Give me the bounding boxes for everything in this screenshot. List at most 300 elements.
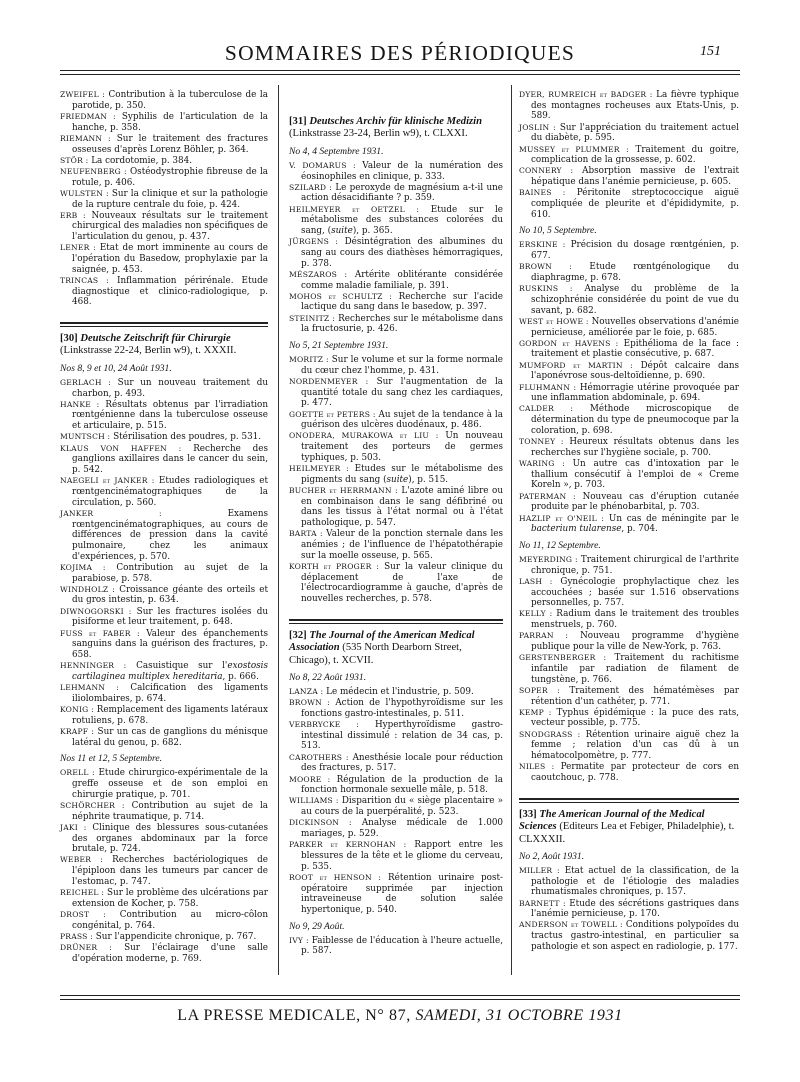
bibliography-entry (60, 134, 268, 155)
entry-list (60, 90, 268, 308)
bibliography-entry (289, 410, 503, 431)
entry-italic: suite (331, 226, 353, 237)
entry-text: Absorption massive de l'extrait hépatique dans l'anémie pernicieuse, p. 605. (531, 166, 739, 188)
entry-text: Etude sur le métabolisme des substances colorées du sang, ( (301, 204, 503, 237)
entry-text: Nouveau cas d'éruption cutanée produite par le phénobarbital, p. 703. (531, 491, 740, 513)
entry-text: Epithélioma de la face : traitement et plastie consécutive, p. 687. (531, 338, 739, 360)
journal-title: The American Journal of the Medical Sciences (519, 808, 705, 833)
bibliography-entry (60, 444, 268, 476)
journal-number: [33] (519, 808, 537, 820)
bibliography-entry (60, 727, 268, 748)
entry-text: Contribution au sujet de la néphrite traumatique, p. 714. (72, 800, 268, 822)
entry-author: KONIG : (60, 704, 94, 714)
bibliography-entry (519, 339, 739, 360)
header-rule-bottom (60, 74, 740, 75)
bibliography-entry (60, 90, 268, 111)
footer-date: SAMEDI, 31 OCTOBRE 1931 (415, 1007, 623, 1024)
bibliography-entry (60, 607, 268, 628)
footer-rule-bottom (60, 999, 740, 1000)
entry-text: Etudes sur le métabolisme des pigments du sang ( (301, 464, 504, 485)
bibliography-entry (289, 775, 503, 796)
section-separator (519, 798, 739, 800)
entry-list (519, 866, 739, 953)
entry-author: CALDER : (519, 404, 574, 414)
entry-text: Méthode microscopique de détermination du type de pneumocoque par la coloration, p. 698. (531, 404, 739, 436)
section-separator-thin (519, 802, 739, 803)
entry-text: Rétention urinaire post-opératoire supprimée par injection intraveineuse de solution salée hypertonique, p. 540. (301, 872, 503, 916)
entry-text: Hémorragie utérine provoquée par une inflammation abdominale, p. 694. (531, 382, 739, 404)
entry-text: Rapport entre les blessures de la tête et le gliome du cerveau, p. 535. (301, 840, 504, 872)
column-divider-left (278, 85, 279, 975)
entry-author: MUSSEY et PLUMMER : (519, 144, 629, 154)
entry-text: Sur la valeur clinique du déplacement de l'axe de l'électrocardiogramme à gauche, d'après de nouvelles recherches, p. 578. (301, 561, 504, 605)
bibliography-entry (60, 683, 268, 704)
entry-text: Etude rœntgénologique du diaphragme, p. 678. (531, 262, 739, 284)
entry-author: BARTA : (289, 529, 323, 539)
entry-text-tail: ), p. 365. (352, 226, 393, 237)
entry-author: SZILARD : (289, 182, 333, 192)
bibliography-entry (519, 240, 739, 261)
entry-text: Résultats obtenus par l'irradiation rœntgénienne dans la tuberculose osseuse et articulaire, p. 515. (72, 399, 269, 432)
entry-author: BAINES : (519, 188, 566, 198)
entry-author: WARING : (519, 459, 565, 468)
entry-author: BUCHER et HERRMANN : (289, 486, 398, 495)
entry-text: Sur un nouveau traitement du charbon, p. 493. (72, 377, 268, 399)
journal-details: (Linkstrasse 23-24, Berlin w9), t. CLXXI. (289, 128, 468, 140)
entry-author: CAROTHERS : (289, 752, 349, 762)
entry-text: Précision du dosage rœntgénien, p. 677. (531, 240, 739, 262)
entry-author: JANKER : (60, 508, 162, 518)
entry-list (60, 768, 268, 964)
entry-text: Nouveaux résultats sur le traitement chirurgical des maladies non spécifiques de l'articulation du genou, p. 437. (72, 210, 268, 243)
entry-text: Désintégration des albumines du sang au cours des diathèses hémorragiques, p. 378. (301, 237, 504, 269)
bibliography-entry (60, 509, 268, 563)
entry-author: HEILMEYER et OETZEL : (289, 204, 420, 214)
bibliography-entry (60, 563, 268, 584)
entry-text: Etude des sécrétions gastriques dans l'anémie pernicieuse, p. 170. (531, 898, 740, 920)
entry-author: KEMP : (519, 707, 552, 717)
entry-author: TRINCAS : (60, 275, 109, 285)
issue-heading: Nos 8, 9 et 10, 24 Août 1931. (60, 362, 172, 374)
bibliography-entry (289, 486, 503, 529)
bibliography-entry (519, 188, 739, 220)
entry-author: GORDON et HAVENS : (519, 338, 619, 348)
entry-author: BROWN : (289, 698, 330, 708)
entry-list (60, 378, 268, 748)
entry-author: JOSLIN : (519, 122, 556, 132)
entry-text: Gynécologie prophylactique chez les accouchées ; basée sur 1.516 observations personnelles, p. 757. (531, 576, 739, 609)
entry-list (519, 90, 739, 220)
issue-heading: No 11, 12 Septembre. (519, 539, 601, 551)
entry-text: Sur le volume et sur la forme normale du cœur chez l'homme, p. 431. (301, 355, 504, 376)
entry-text: Stérilisation des poudres, p. 531. (113, 432, 262, 443)
bibliography-entry (289, 431, 503, 463)
entry-text: Sur l'appréciation du traitement actuel du diabète, p. 595. (531, 122, 739, 144)
entry-list (289, 687, 503, 916)
entry-author: KOJIMA : (60, 562, 106, 572)
entry-author: RIEMANN : (60, 133, 111, 143)
bibliography-entry (60, 167, 268, 188)
journal-heading (289, 630, 503, 667)
entry-text: Un autre cas d'intoxation par le thallium consécutif à l'emploi de « Creme Koreln », p. 703. (531, 459, 739, 491)
bibliography-entry (60, 276, 268, 308)
issue-heading: No 2, Août 1931. (519, 850, 585, 862)
entry-text: Inflammation périrénale. Etude diagnostique et clinico-radiologique, p. 468. (72, 275, 268, 308)
entry-text: Traitement des hématémèses par rétention d'un cathéter, p. 771. (531, 685, 739, 707)
bibliography-entry (60, 400, 268, 432)
journal-title: The Journal of the American Medical Association (289, 629, 475, 654)
entry-author: V. DOMARUS : (289, 160, 356, 170)
bibliography-entry (60, 585, 268, 606)
entry-text: Analyse du problème de la schizophrénie considérée du point de vue du savant, p. 682. (531, 284, 739, 316)
bibliography-entry (519, 866, 739, 898)
entry-author: PARKER et KERNOHAN : (289, 840, 407, 850)
entry-text: Disparition du « siège placentaire » au cours de la puerpéralité, p. 523. (301, 796, 503, 818)
entry-text: Recherches sur le métabolisme dans la fructosurie, p. 426. (301, 313, 503, 335)
bibliography-entry (289, 818, 503, 839)
bibliography-entry (519, 492, 739, 513)
bibliography-entry (519, 459, 739, 491)
bibliography-entry (60, 378, 268, 399)
bibliography-entry (60, 211, 268, 243)
entry-author: ANDERSON et TOWELL : (519, 920, 623, 930)
journal-heading (289, 116, 503, 141)
footer-publication: LA PRESSE MEDICALE, N° 87, (177, 1007, 411, 1024)
entry-author: STEINITZ : (289, 313, 336, 323)
bibliography-entry (519, 284, 739, 316)
entry-author: DROST : (60, 909, 106, 919)
entry-text: Un nouveau traitement des porteurs de germes typhiques, p. 503. (301, 431, 504, 463)
issue-heading: No 8, 22 Août 1931. (289, 671, 367, 683)
issue-heading: No 5, 21 Septembre 1931. (289, 340, 389, 352)
entry-list (289, 355, 503, 605)
entry-author: MEYERDING : (519, 554, 578, 564)
journal-heading (519, 809, 739, 846)
entry-list (289, 936, 503, 957)
entry-text: Régulation de la production de la fonction hormonale sexuelle mâle, p. 518. (301, 774, 503, 796)
bibliography-entry (289, 464, 503, 485)
bibliography-entry (519, 577, 739, 609)
section-separator (60, 322, 268, 324)
entry-author: DICKINSON : (289, 818, 352, 828)
entry-author: LEHMANN : (60, 683, 120, 693)
entry-author: KELLY : (519, 609, 553, 619)
entry-author: ROOT et HENSON : (289, 872, 382, 882)
entry-author: STÖR : (60, 155, 89, 165)
entry-text: Analyse médicale de 1.000 mariages, p. 529. (301, 818, 504, 840)
running-head (0, 40, 800, 68)
section-separator-thin (60, 326, 268, 327)
bibliography-entry (60, 932, 268, 943)
journal-details: (Editeurs Lea et Febiger, Philadelphie), t. CLXXXII. (519, 821, 735, 845)
entry-text: Sur un cas de ganglions du ménisque latéral du genou, p. 682. (72, 726, 268, 748)
bibliography-entry (60, 476, 268, 508)
entry-author: GERLACH : (60, 377, 111, 387)
bibliography-entry (519, 404, 739, 436)
entry-author: ORELL : (60, 768, 95, 778)
entry-author: RUSKINS : (519, 284, 573, 294)
bibliography-entry (519, 145, 739, 166)
entry-italic: exostosis cartilaginea multiplex hereditaria (72, 661, 269, 682)
entry-author: MÉSZAROS : (289, 269, 348, 279)
bibliography-entry (289, 840, 503, 872)
bibliography-entry (519, 123, 739, 144)
entry-text: Sur la clinique et sur la pathologie de la rupture centrale du foie, p. 424. (72, 188, 268, 210)
entry-author: JAKI : (60, 822, 87, 832)
entry-author: HAZLIP et O'NEIL : (519, 513, 605, 523)
section-separator-thin (289, 623, 503, 624)
entry-text: Nouveau programme d'hygiène publique pour la ville de New-York, p. 763. (531, 631, 739, 653)
entry-text: Etat de mort imminente au cours de l'opération du Basedow, prophylaxie par la saignée, p. 453. (72, 243, 268, 275)
entry-text: Clinique des blessures sous-cutanées des organes abdominaux par la force brutale, p. 724. (72, 822, 268, 855)
entry-text: Traitement du goitre, complication de la grossesse, p. 602. (531, 144, 739, 166)
bibliography-entry (519, 730, 739, 762)
bibliography-entry (60, 189, 268, 210)
entry-text: Anesthésie locale pour réduction des fractures, p. 517. (301, 752, 503, 774)
entry-text-tail: , p. 704. (621, 524, 658, 535)
entry-text: Calcification des ligaments iliolombaires, p. 674. (72, 683, 269, 704)
entry-text: Le peroxyde de magnésium a-t-il une action désacidifiante ? p. 359. (301, 182, 503, 204)
bibliography-entry (519, 686, 739, 707)
entry-text-tail: , p. 666. (222, 671, 259, 682)
entry-text: Rétention urinaire aiguë chez la femme ; relation d'un cas dû à un hématocolpomètre, p. 777. (531, 729, 739, 762)
entry-author: DYER, RUMREICH et BADGER : (519, 90, 653, 99)
entry-italic: suite (386, 474, 409, 485)
bibliography-entry (60, 888, 268, 909)
entry-author: ZWEIFEL : (60, 90, 105, 99)
bibliography-entry (60, 943, 268, 964)
bibliography-entry (60, 801, 268, 822)
entry-text: Traitement du rachitisme infantile par radiation de filament de tungstène, p. 766. (531, 653, 739, 685)
entry-author: BROWN : (519, 262, 572, 272)
column-divider-right (511, 85, 512, 975)
bibliography-entry (519, 262, 739, 283)
entry-author: NILES : (519, 762, 555, 772)
entry-text: Typhus épidémique : la puce des rats, vecteur possible, p. 775. (531, 707, 740, 729)
entry-author: NORDENMEYER : (289, 376, 369, 386)
entry-author: REICHEL : (60, 888, 105, 898)
entry-text: Sur l'appendicite chronique, p. 767. (95, 931, 257, 942)
bibliography-entry (60, 910, 268, 931)
journal-number: [32] (289, 629, 307, 641)
bibliography-entry (519, 920, 739, 952)
entry-author: FLUHMANN : (519, 382, 577, 392)
entry-text: L'azote aminé libre ou en combinaison dans le sang défibriné ou dans les tissus à l'état normal ou à l'état pathologique, p. 547. (301, 486, 504, 529)
entry-author: KLAUS VON HAFFEN : (60, 443, 182, 453)
entry-text: Sur le traitement des fractures osseuses d'après Lorenz Böhler, p. 364. (72, 133, 269, 155)
entry-italic: bacterium tularense (531, 524, 622, 535)
column-1 (60, 90, 268, 965)
entry-author: SNODGRASS : (519, 729, 581, 739)
entry-text: Le médecin et l'industrie, p. 509. (326, 686, 474, 697)
entry-text: Nouvelles observations d'anémie pernicieuse, améliorée par le foie, p. 685. (531, 316, 740, 338)
entry-text: Artérite oblitérante considérée comme maladie familiale, p. 391. (301, 269, 503, 291)
entry-author: WEBER : (60, 855, 103, 865)
page-number: 151 (700, 44, 721, 59)
entry-text: Action de l'hypothyroïdisme sur les fonctions gastro-intestinales, p. 511. (301, 698, 503, 719)
bibliography-entry (519, 437, 739, 458)
bibliography-entry (289, 687, 503, 698)
entry-text: Contribution au micro-côlon congénital, p. 764. (72, 909, 268, 931)
entry-author: PATERMAN : (519, 491, 576, 501)
entry-author: NAEGELI et JANKER : (60, 476, 155, 486)
entry-text: Faiblesse de l'éducation à l'heure actuelle, p. 587. (301, 935, 503, 957)
entry-author: FRIEDMAN : (60, 111, 116, 121)
entry-list (289, 161, 503, 335)
bibliography-entry (60, 768, 268, 800)
entry-text: Recherche des ganglions axillaires dans le cancer du sein, p. 542. (72, 443, 268, 475)
bibliography-entry (289, 873, 503, 916)
footer-rule-top (60, 995, 740, 996)
bibliography-entry (519, 609, 739, 630)
bibliography-entry (519, 317, 739, 338)
entry-author: LASH : (519, 576, 553, 586)
entry-text: Casuistique sur l' (136, 661, 228, 672)
issue-heading: No 4, 4 Septembre 1931. (289, 145, 384, 157)
entry-author: MOORE : (289, 774, 331, 784)
journal-heading (60, 333, 268, 358)
entry-text: Croissance géante des orteils et du gros intestin, p. 634. (72, 584, 268, 606)
journal-number: [30] (60, 333, 78, 345)
entry-author: PARRAN : (519, 631, 569, 641)
bibliography-entry (289, 753, 503, 774)
bibliography-entry (519, 361, 739, 382)
bibliography-entry (519, 90, 739, 122)
entry-author: FUSS et FABER : (60, 628, 140, 638)
entry-text: La cordotomie, p. 384. (91, 155, 193, 166)
bibliography-entry (60, 855, 268, 887)
entry-text: Péritonite streptococcique aiguë compliquée de pleurite et d'épididymite, p. 610. (531, 188, 739, 220)
entry-text: Heureux résultats obtenus dans les recherches sur l'hygiène sociale, p. 700. (531, 437, 739, 458)
bibliography-entry (60, 432, 268, 443)
bibliography-entry (60, 823, 268, 855)
bibliography-entry (519, 514, 739, 535)
bibliography-entry (519, 555, 739, 576)
bibliography-entry (519, 383, 739, 404)
issue-heading: Nos 11 et 12, 5 Septembre. (60, 753, 163, 765)
entry-text: Permatite par protecteur de cors en caoutchouc, p. 778. (531, 762, 739, 783)
entry-author: MUNTSCH : (60, 432, 111, 442)
journal-title: Deutsche Zeitschrift für Chirurgie (80, 333, 231, 345)
entry-text: Sur l'augmentation de la quantité totale du sang chez les cardiaques, p. 477. (301, 376, 504, 409)
entry-text: Au sujet de la tendance à la guérison des ulcères duodénaux, p. 486. (301, 409, 503, 431)
entry-author: BARNETT : (519, 898, 566, 908)
bibliography-entry (519, 166, 739, 187)
entry-text: Sur les fractures isolées du pisiforme et leur traitement, p. 648. (72, 606, 268, 628)
bibliography-entry (60, 629, 268, 661)
entry-author: SOPER : (519, 685, 560, 695)
entry-text: Valeur de la ponction sternale dans les anémies ; de l'influence de l'hépatothérapie sur la moelle osseuse, p. 565. (301, 529, 503, 561)
entry-author: IVY : (289, 935, 309, 945)
bibliography-entry (289, 292, 503, 313)
bibliography-entry (289, 205, 503, 237)
entry-text: Un cas de méningite par le (608, 513, 740, 524)
page-title: SOMMAIRES DES PÉRIODIQUES (224, 41, 576, 65)
entry-text: Radium dans le traitement des troubles menstruels, p. 760. (531, 609, 740, 631)
issue-heading: No 9, 29 Août. (289, 920, 345, 932)
bibliography-entry (289, 698, 503, 719)
bibliography-entry (289, 161, 503, 182)
entry-text: Dépôt calcaire dans l'aponévrose sous-deltoïdienne, p. 690. (531, 360, 739, 382)
entry-author: ONODERA, MURAKOWA et LIU : (289, 431, 439, 441)
entry-author: NEUFENBERG : (60, 166, 127, 176)
bibliography-entry (60, 661, 268, 682)
bibliography-entry (60, 243, 268, 275)
journal-details: (535 North Dearborn Street, Chicago), t. XCVII. (289, 642, 462, 666)
entry-author: MORITZ : (289, 355, 329, 365)
entry-author: VERBRYCKE : (289, 720, 360, 730)
entry-author: SCHÖRCHER : (60, 800, 125, 810)
bibliography-entry (289, 237, 503, 269)
entry-author: WULSTEN : (60, 188, 109, 198)
section-separator (289, 619, 503, 621)
entry-text: Etat actuel de la classification, de la pathologie et de l'étiologie des maladies rhumatismales chroniques, p. 157. (531, 865, 740, 898)
bibliography-entry (289, 270, 503, 291)
column-2 (289, 90, 503, 958)
entry-text: Sur le problème des ulcérations par extension de Kocher, p. 758. (72, 888, 268, 909)
column-3 (519, 90, 739, 953)
entry-text: Traitement chirurgical de l'arthrite chronique, p. 751. (531, 554, 739, 576)
entry-author: WEST et HOWE : (519, 316, 589, 326)
issue-heading: No 10, 5 Septembre. (519, 225, 597, 237)
bibliography-entry (519, 762, 739, 783)
bibliography-entry (289, 529, 503, 561)
bibliography-entry (519, 653, 739, 685)
journal-title: Deutsches Archiv für klinische Medizin (309, 116, 482, 127)
entry-author: HEILMEYER : (289, 464, 349, 474)
entry-author: ERB : (60, 210, 86, 220)
bibliography-entry (519, 631, 739, 652)
entry-text: Remplacement des ligaments latéraux rotuliens, p. 678. (72, 704, 269, 726)
entry-text: Recherches bactériologiques de l'épiploon dans les tumeurs par cancer de l'estomac, p. 747. (72, 855, 268, 887)
entry-text: Hyperthyroïdisme gastro-intestinal dissimulé : relation de 34 cas, p. 513. (301, 720, 504, 752)
entry-text: Recherche sur l'acide lactique du sang dans le basedow, p. 397. (301, 291, 504, 313)
entry-text: Etudes radiologiques et rœntgencinématographiques de la circulation, p. 560. (72, 476, 269, 508)
header-rule-top (60, 70, 740, 71)
entry-author: PRASS : (60, 931, 93, 941)
entry-text: Examens rœntgencinématographiques, au cours de différences de pression dans la cavité pulmonaire, chez les animaux d'expériences, p. 570. (72, 508, 268, 562)
bibliography-entry (519, 708, 739, 729)
bibliography-entry (519, 899, 739, 920)
entry-text: Conditions polypoïdes du tractus gastro-intestinal, en particulier sa pathologie et son aspect en radiologie, p. 177. (531, 920, 740, 952)
journal-number: [31] (289, 116, 307, 127)
entry-author: GOETTE et PETERS : (289, 409, 376, 419)
entry-author: MILLER : (519, 865, 560, 875)
entry-text: Contribution au sujet de la parabiose, p. 578. (72, 562, 268, 584)
bibliography-entry (60, 112, 268, 133)
bibliography-entry (289, 562, 503, 605)
entry-author: MOHOS et SCHULTZ : (289, 291, 392, 301)
entry-author: DIWNOGORSKI : (60, 606, 132, 616)
entry-author: ERSKINE : (519, 240, 566, 250)
entry-text: Valeur des épanchements sanguins dans la guérison des fractures, p. 658. (72, 628, 268, 660)
bibliography-entry (289, 183, 503, 204)
bibliography-entry (289, 936, 503, 957)
entry-text: Syphilis de l'articulation de la hanche, p. 358. (72, 111, 269, 133)
entry-author: WINDHOLZ : (60, 584, 116, 594)
entry-text: La fièvre typhique des montagnes rocheuses aux Etats-Unis, p. 589. (531, 90, 739, 122)
entry-author: WILLIAMS : (289, 796, 339, 806)
entry-text: Ostéodystrophie fibreuse de la rotule, p. 406. (72, 166, 269, 188)
entry-text: Etude chirurgico-expérimentale de la greffe osseuse et de son emploi en chirurgie pratique, p. 701. (72, 768, 269, 800)
entry-text: Sur l'éclairage d'une salle d'opération moderne, p. 769. (72, 943, 269, 964)
bibliography-entry (60, 705, 268, 726)
entry-author: KRAPF : (60, 726, 95, 736)
entry-text: Contribution à la tuberculose de la parotide, p. 350. (72, 90, 268, 111)
bibliography-entry (289, 355, 503, 376)
entry-author: TONNEY : (519, 437, 564, 447)
entry-list (519, 555, 739, 784)
